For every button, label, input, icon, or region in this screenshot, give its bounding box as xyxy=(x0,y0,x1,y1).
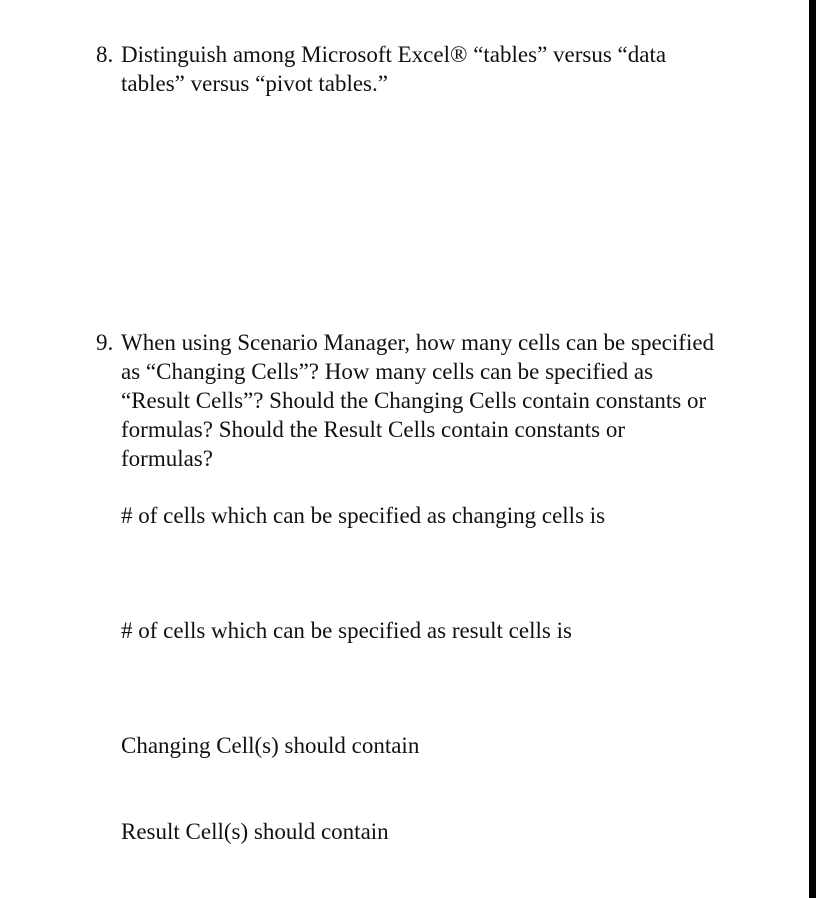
question-8-number: 8. xyxy=(96,42,114,67)
question-9 xyxy=(96,328,716,473)
prompt-changing-cells-count: # of cells which can be specified as changing cells is xyxy=(121,503,606,528)
question-9-text: When using Scenario Manager, how many cells can be specified as “Changing Cells”? How many cells can be specified as “Result Cells”? Should the Changing Cells contain constants or formulas? Should the Result Cells contain constants or formulas? xyxy=(121,330,715,471)
page-edge-border xyxy=(809,0,816,898)
prompt-result-cells-count: # of cells which can be specified as result cells is xyxy=(121,618,572,643)
prompt-result-cells-contain: Result Cell(s) should contain xyxy=(121,819,389,844)
question-8 xyxy=(96,40,716,98)
question-8-text: Distinguish among Microsoft Excel® “tables” versus “data tables” versus “pivot tables.” xyxy=(121,42,667,96)
prompt-changing-cells-contain: Changing Cell(s) should contain xyxy=(121,733,420,758)
question-9-number: 9. xyxy=(96,330,114,355)
